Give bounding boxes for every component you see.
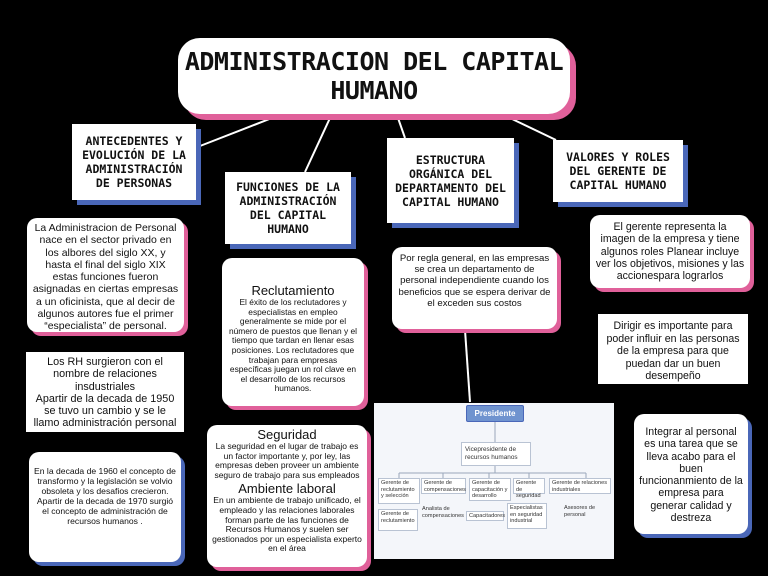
org-gerente-4: Gerente de seguridad — [513, 478, 545, 494]
header-estructura: ESTRUCTURA ORGÁNICA DEL DEPARTAMENTO DEL CAPITAL HUMANO — [387, 138, 514, 223]
ambiente-title: Ambiente laboral — [238, 481, 336, 497]
connector-line — [465, 330, 470, 402]
reclutamiento-title: Reclutamiento — [251, 283, 335, 298]
org-sub-4: Especialistas en seguridad industrial — [507, 503, 547, 529]
org-sub-3: Capacitadores — [466, 511, 504, 521]
antecedentes-card-2: Los RH surgieron con el nombre de relaciones insdustriales Apartir de la decada de 1950 se tuvo un cambio y se le llamo administración personal — [26, 352, 184, 432]
org-sub-1: Gerente de reclutamiento — [378, 509, 418, 531]
connector-line — [200, 118, 272, 146]
ambiente-text: En un ambiente de trabajo unificado, el empleado y las relaciones laborales forman parte de las funciones de Recursos Humanos y suelen ser gestionados por un especialista experto en el área — [212, 495, 362, 554]
main-title: ADMINISTRACION DEL CAPITAL HUMANO — [184, 47, 564, 105]
reclutamiento-card — [222, 258, 364, 406]
valores-card-3: Integrar al personal es una tarea que se lleva acabo para el buen funcionanmiento de la empresa para generar calidad y destreza — [634, 414, 748, 534]
estructura-card: Por regla general, en las empresas se crea un departamento de personal independiente cuando los beneficios que se espera derivar de el exceden sus costos — [392, 247, 557, 329]
seguridad-text: La seguridad en el lugar de trabajo es un factor importante y, por ley, las empresas deben proveer un ambiente seguro de trabajo para sus empleados — [214, 441, 360, 480]
org-vicepresidente: Vicepresidente de recursos humanos — [461, 442, 531, 466]
org-presidente: Presidente — [466, 405, 524, 422]
org-gerente-5: Gerente de relaciones industriales — [549, 478, 611, 494]
connector-line — [510, 118, 556, 140]
funciones-card-2 — [207, 425, 367, 567]
connector-line — [398, 118, 405, 138]
org-gerente-3: Gerente de capacitación y desarrollo — [469, 478, 511, 501]
valores-card-2: Dirigir es importante para poder influir en las personas de la empresa para que puedan dar un buen desempeño — [598, 314, 748, 384]
header-funciones: FUNCIONES DE LA ADMINISTRACIÓN DEL CAPITAL HUMANO — [225, 172, 351, 244]
org-gerente-2: Gerente de compensaciones — [421, 478, 466, 494]
seguridad-title: Seguridad — [257, 427, 317, 442]
org-chart — [374, 403, 614, 559]
header-antecedentes: ANTECEDENTES Y EVOLUCIÓN DE LA ADMINISTRACIÓN DE PERSONAS — [72, 124, 196, 200]
org-sub-5: Asesores de personal — [564, 505, 596, 518]
valores-card-1: El gerente representa la imagen de la empresa y tiene algunos roles Planear incluye ver los objetivos, misiones y las accionespara lograrlos — [590, 215, 750, 288]
reclutamiento-text: El éxito de los reclutadores y especialistas en empleo generalmente se mide por el número de puestos que llenan y el tiempo que tardan en llenar esas posiciones. Los reclutadores que trabajan para empresas específicas juegan un rol clave en el desarrollo de los recursos humanos. — [228, 297, 358, 394]
connector-line — [305, 118, 330, 172]
main-title-box — [178, 38, 570, 114]
header-valores: VALORES Y ROLES DEL GERENTE DE CAPITAL HUMANO — [553, 140, 683, 202]
antecedentes-card-1: La Administracion de Personal nace en el sector privado en los albores del siglo XX, y hasta el final del siglo XIX estas funciones fueron asignadas en ciertas empresas a un oficinista, que al decir de algunos autores fue el primer “especialista” de personal. — [27, 218, 184, 332]
org-sub-2: Analista de compensaciones — [422, 506, 464, 519]
antecedentes-card-3: En la decada de 1960 el concepto de transformo y la legislación se volvio obsoleta y los desafios crecieron. Apartir de la decada de 1970 surgió el concepto de administración de recursos humanos . — [29, 452, 181, 562]
org-gerente-1: Gerente de reclutamiento y selección — [378, 478, 420, 504]
